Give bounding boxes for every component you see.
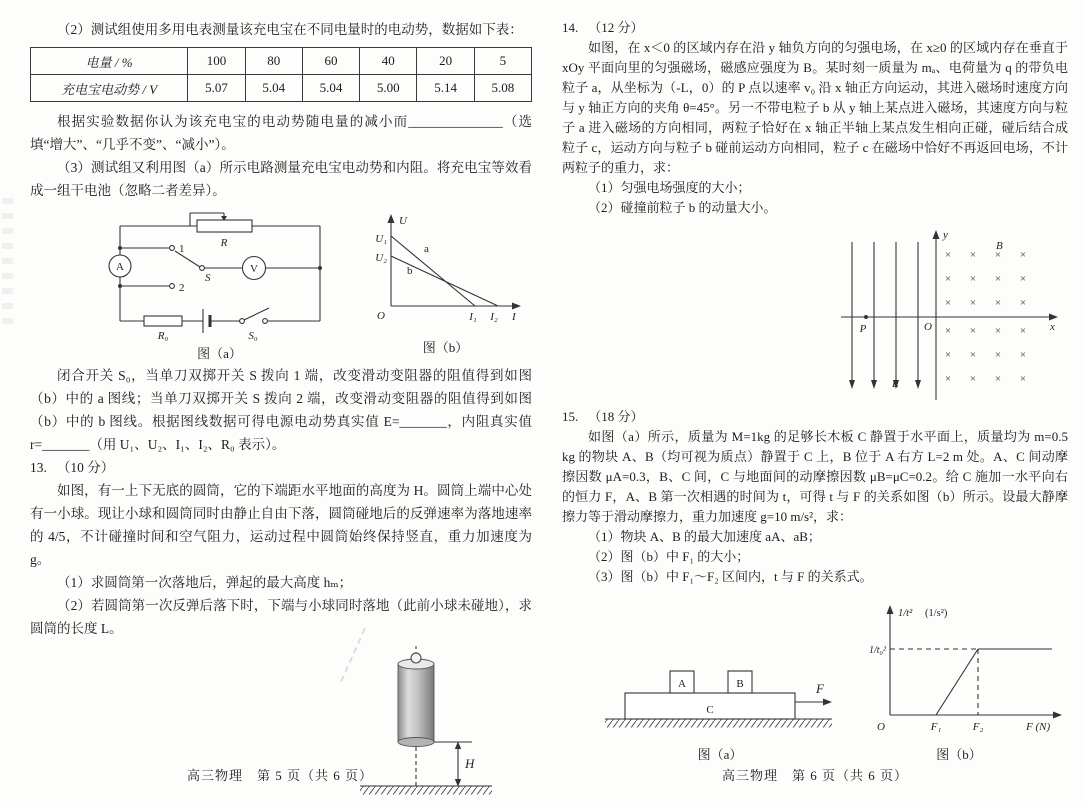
- page-6-footer: 高三物理 第 6 页（共 6 页）: [721, 768, 908, 783]
- u1-label: U₁: [375, 233, 387, 245]
- q14-number: 14.: [562, 20, 579, 35]
- figure-a-caption-15: 图（a）: [697, 747, 743, 762]
- rheostat-label: R: [220, 237, 228, 249]
- magnetic-cross: ×: [944, 325, 952, 337]
- table-cell: 5.04: [302, 75, 359, 102]
- q14-body: 如图，在 x＜0 的区域内存在沿 y 轴负方向的匀强电场，在 x≥0 的区域内存在垂直于 xOy 平面向里的匀强磁场，磁感应强度为 B。某时刻一质量为 mₐ、电荷量为 q 的带负电粒子 a，从坐标为（-L，0）的 P 点以速率 v₀ 沿 x 轴正方向运动，其进入磁场时速度方向与 y 轴正方向的夹角 θ=45°。另一不带电粒子 b 从 y 轴上某点进入磁场，其速度方向与粒子 a 进入磁场的方向相同，两粒子恰好在 x 轴正半轴上某点发生相向正碰，碰后结合成粒子 c，运动方向与粒子 b 碰前运动方向相同，粒子 c 在磁场中恰好不再返回电场，不计两粒子的重力，求：: [562, 40, 1068, 175]
- figure-a-caption: 图（a）: [197, 346, 242, 361]
- magnetic-cross: ×: [969, 349, 977, 361]
- page-5-column: [0, 0, 540, 800]
- q14-item-1: （1）匀强电场强度的大小；: [588, 180, 751, 195]
- block-a-label: A: [678, 678, 686, 690]
- magnetic-cross: ×: [969, 325, 977, 337]
- line-a-label: a: [424, 243, 429, 255]
- y-axis-label: y: [943, 229, 948, 241]
- page-5-footer: 高三物理 第 5 页（共 6 页）: [186, 768, 373, 783]
- q14-points: （12 分）: [588, 20, 644, 35]
- table-cell: 5.00: [360, 75, 417, 102]
- tf-graph-figure: [848, 595, 1070, 763]
- q13-item-1: （1）求圆筒第一次落地后，弹起的最大高度 hₘ；: [57, 575, 353, 590]
- q12-figures-row: [102, 206, 532, 362]
- i1-label: I₁: [469, 311, 477, 323]
- small-ball: [411, 653, 421, 663]
- q13-points: （10 分）: [56, 460, 115, 475]
- q15-number: 15.: [562, 409, 579, 424]
- blocks-on-plank: [600, 633, 840, 743]
- q15-heading: [562, 407, 1068, 427]
- magnetic-cross: ×: [944, 249, 952, 261]
- u-axis-label: U: [399, 215, 407, 227]
- ground: [605, 719, 832, 728]
- tf-ylabel: 1/t²: [898, 608, 913, 619]
- origin-label: O: [377, 310, 385, 322]
- magnetic-cross: ×: [994, 373, 1002, 385]
- tf-xlabel: F (N): [1026, 721, 1051, 733]
- ui-axes: [388, 214, 522, 310]
- main-switch-s0: [240, 308, 269, 342]
- blocks-figure: [600, 633, 840, 763]
- q15-item-2: （2）图（b）中 F₁ 的大小；: [588, 549, 750, 564]
- table-cell: 20: [417, 48, 474, 75]
- u2-label: U₂: [375, 252, 387, 264]
- tf-origin: O: [877, 721, 885, 733]
- magnetic-cross: ×: [994, 249, 1002, 261]
- q15-body: 如图（a）所示，质量为 M=1kg 的足够长木板 C 静置于水平面上，质量均为 m=0.5 kg 的物块 A、B（均可视为质点）静置于 C 上，B 位于 A 右方 L=2 m 处。A、C 间动摩擦因数 μA=0.3，B、C 间，C 与地面间的动摩擦因数 μB=μC=0.2。给 C 施加一水平向右的恒力 F，A、B 第一次相遇的时间为 t，可得 t 与 F 的关系如图（b）所示。设最大静摩擦力等于滑动摩擦力，重力加速度 g=10 m/s²，求：: [562, 429, 1068, 524]
- cylinder: [398, 659, 434, 747]
- magnetic-cross: ×: [969, 373, 977, 385]
- voltmeter: [243, 257, 266, 280]
- i2-label: I₂: [490, 311, 498, 323]
- page-6-column: [540, 0, 1086, 800]
- q13-body: 如图，有一上下无底的圆筒，它的下端距水平地面的高度为 H。圆筒上端中心处有一小球。现让小球和圆筒同时由静止自由下落，圆筒碰地后的反弹速率为落地速率的 4/5，不计碰撞时间和空气阻力，运动过程中圆筒始终保持竖直，重力加速度为 g。: [30, 483, 532, 567]
- magnetic-cross: ×: [1019, 325, 1027, 337]
- ui-graph: [363, 206, 528, 336]
- magnetic-cross: ×: [1019, 249, 1027, 261]
- voltmeter-label: V: [250, 263, 258, 275]
- magnetic-cross: ×: [1019, 273, 1027, 285]
- table-label-emf: 充电宝电动势 / V: [31, 75, 188, 102]
- electric-field-arrows: [849, 242, 921, 389]
- tf-f2-label: F₂: [972, 721, 984, 733]
- plank-c-label: C: [706, 704, 714, 716]
- table-row-emf: [31, 75, 532, 102]
- tf-ylabel-unit: (1/s²): [925, 608, 948, 619]
- tf-curve: [936, 649, 1052, 715]
- magnetic-cross: ×: [994, 349, 1002, 361]
- q14-item-2: （2）碰撞前粒子 b 的动量大小。: [588, 200, 777, 215]
- line-b-label: b: [407, 265, 413, 277]
- magnetic-cross: ×: [994, 325, 1002, 337]
- s0-label: S₀: [248, 330, 258, 342]
- table-cell: 80: [245, 48, 302, 75]
- block-b-label: B: [736, 678, 744, 690]
- paragraph-switch-procedure: 闭合开关 S₀，当单刀双掷开关 S 拨向 1 端，改变滑动变阻器的阻值得到如图（b）中的 a 图线；当单刀双掷开关 S 拨向 2 端，改变滑动变阻器的阻值得到如图（b）中的 b 图线。根据图线数据可得电源电动势真实值 E=_______，内阻真实值 r=_______（用 U₁、U₂、I₁、I₂、R₀ 表示）。: [30, 368, 532, 452]
- paragraph-q12-2: （2）测试组使用多用电表测量该充电宝在不同电量时的电动势，数据如下表：: [57, 22, 523, 37]
- tf-f1-label: F₁: [930, 721, 942, 733]
- q13-number: 13.: [30, 460, 47, 475]
- q15-item-3: （3）图（b）中 F₁～F₂ 区间内，t 与 F 的关系式。: [588, 569, 873, 584]
- x-axis-label: x: [1050, 321, 1055, 333]
- q15-item-1: （1）物块 A、B 的最大加速度 aA、aB；: [588, 529, 821, 544]
- emf-data-table: [30, 47, 532, 102]
- magnetic-cross: ×: [969, 273, 977, 285]
- table-label-charge: 电量 / %: [31, 48, 188, 75]
- table-cell: 100: [188, 48, 245, 75]
- protective-resistor: [144, 316, 182, 342]
- switch-s-label: S: [205, 272, 211, 284]
- ui-graph-figure: [363, 206, 528, 356]
- ammeter: [109, 255, 131, 277]
- figure-b-caption: 图（b）: [422, 340, 469, 355]
- rheostat: [190, 213, 252, 249]
- ammeter-label: A: [116, 261, 124, 273]
- table-cell: 5.04: [245, 75, 302, 102]
- field-region-figure: [836, 222, 1064, 405]
- q14-heading: [562, 18, 1068, 38]
- magnetic-cross: ×: [944, 373, 952, 385]
- i-axis-label: I: [512, 311, 516, 323]
- tf-dashed-guides: [890, 649, 978, 715]
- paragraph-conclusion-blank: 根据实验数据你认为该充电宝的电动势随电量的减小而______________（选填“增大”、“几乎不变”、“减小”）。: [30, 114, 532, 152]
- field-figure-wrap: [562, 222, 1064, 405]
- battery-cell: [203, 309, 210, 333]
- force-f-label: F: [816, 681, 824, 696]
- table-cell: 5: [474, 48, 531, 75]
- height-h-label: H: [465, 756, 475, 771]
- table-cell: 5.08: [474, 75, 531, 102]
- magnetic-cross: ×: [994, 297, 1002, 309]
- magnetic-cross: ×: [944, 273, 952, 285]
- force-f-arrow: [795, 681, 832, 706]
- table-cell: 60: [302, 48, 359, 75]
- magnetic-cross: ×: [969, 249, 977, 261]
- contact-1-label: 1: [179, 243, 185, 255]
- e-field-label: E: [892, 378, 899, 390]
- ground: [360, 786, 492, 795]
- magnetic-cross: ×: [1019, 349, 1027, 361]
- table-cell: 5.07: [188, 75, 245, 102]
- paragraph-q12-3: （3）测试组又利用图（a）所示电路测量充电宝电动势和内阻。将充电宝等效看成一组干电池（忽略二者差异）。: [30, 160, 532, 198]
- magnetic-cross: ×: [1019, 373, 1027, 385]
- q15-points: （18 分）: [588, 409, 644, 424]
- origin-o-label: O: [924, 321, 932, 333]
- table-row-charge: [31, 48, 532, 75]
- tf-graph: [848, 595, 1070, 743]
- tf-axes: [887, 605, 1063, 719]
- magnetic-cross: ×: [944, 297, 952, 309]
- tf-ytick: 1/t₀²: [868, 645, 886, 656]
- figure-b-caption-15: 图（b）: [936, 747, 982, 762]
- contact-2-label: 2: [179, 282, 185, 294]
- q15-figures-row: [600, 595, 1068, 763]
- b-field-label: B: [996, 240, 1003, 252]
- magnetic-cross: ×: [994, 273, 1002, 285]
- point-p-dot: [864, 315, 868, 319]
- magnetic-cross: ×: [1019, 297, 1027, 309]
- q13-item-2: （2）若圆筒第一次反弹后落下时，下端与小球同时落地（此前小球未碰地），求圆筒的长度 L。: [30, 598, 532, 636]
- r0-label: R₀: [157, 330, 169, 342]
- circuit-figure: [102, 206, 337, 362]
- magnetic-cross: ×: [969, 297, 977, 309]
- table-cell: 40: [360, 48, 417, 75]
- magnetic-cross: ×: [944, 349, 952, 361]
- q13-heading: [30, 456, 532, 479]
- point-p-label: P: [859, 323, 867, 335]
- circuit-diagram: [102, 206, 337, 342]
- table-cell: 5.14: [417, 75, 474, 102]
